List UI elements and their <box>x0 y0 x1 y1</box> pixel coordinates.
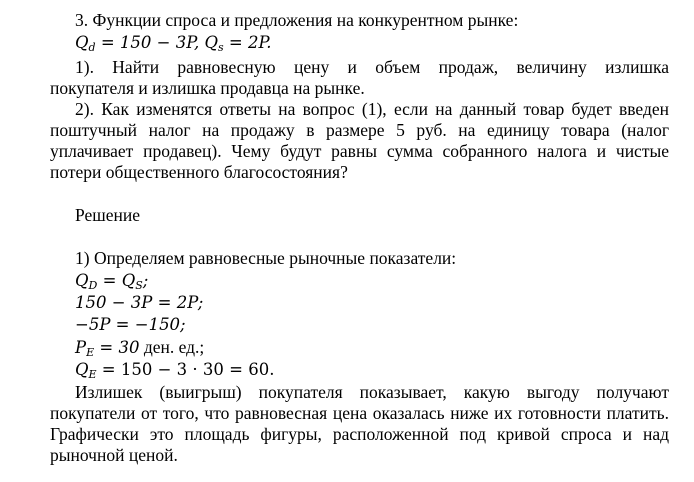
question-2-line-2: поштучный налог на продажу в размере 5 руб. на единицу товара (налог <box>50 120 669 140</box>
solution-heading: Решение <box>75 205 141 225</box>
eq4-rhs: = 30 <box>94 338 140 357</box>
question-1-line-2: покупателя и излишка продавца на рынке. <box>50 78 365 98</box>
surplus-line-4: рыночной ценой. <box>50 445 178 465</box>
eq5-rhs: = 150 − 3 · 30 = 60. <box>96 360 275 379</box>
demand-supply-formula <box>75 32 271 58</box>
qd-subscript: d <box>88 41 96 54</box>
question-2-line-3: уплачивает продавец). Чему будут равны сумма собранного налога и чистые <box>50 141 669 161</box>
problem-title: 3. Функции спроса и предложения на конкурентном рынке: <box>75 10 519 30</box>
eq1-sub2: S <box>135 279 143 292</box>
solution-step-intro: 1) Определяем равновесные рыночные показатели: <box>75 248 457 268</box>
equation-substitution: 150 − 3P = 2P; <box>75 293 204 312</box>
qs-rhs: = 2P. <box>223 33 272 52</box>
surplus-line-3: Графически это площадь фигуры, расположенной под кривой спроса и над <box>50 424 669 444</box>
eq5-q: Q <box>75 360 89 379</box>
surplus-line-2: покупатели от того, что равновесная цена оказалась ниже их готовности платить. <box>50 403 669 423</box>
eq1-q1: Q <box>75 271 89 290</box>
eq1-q2: Q <box>121 271 136 290</box>
eq4-p: P <box>75 338 87 357</box>
qd-symbol: Q <box>75 33 89 52</box>
qs-subscript: s <box>217 41 224 54</box>
surplus-line-1: Излишек (выигрыш) покупателя показывает, какую выгоду получают <box>75 382 669 402</box>
equation-simplified: −5P = −150; <box>75 315 186 334</box>
eq4-sub: E <box>86 346 95 359</box>
eq1-sub1: D <box>88 279 98 292</box>
question-2-line-4: потери общественного благосостояния? <box>50 162 348 182</box>
eq1-end: ; <box>142 271 149 290</box>
eq1-mid: = <box>97 271 122 290</box>
eq4-unit: ден. ед.; <box>139 337 205 357</box>
qs-symbol: Q <box>204 33 218 52</box>
qd-rhs: = 150 − 3P, <box>95 33 205 52</box>
question-1-line-1: 1). Найти равновесную цену и объем продаж, величину излишка <box>75 57 669 77</box>
eq5-sub: E <box>88 368 97 381</box>
question-2-line-1: 2). Как изменятся ответы на вопрос (1), если на данный товар будет введен <box>75 99 669 119</box>
